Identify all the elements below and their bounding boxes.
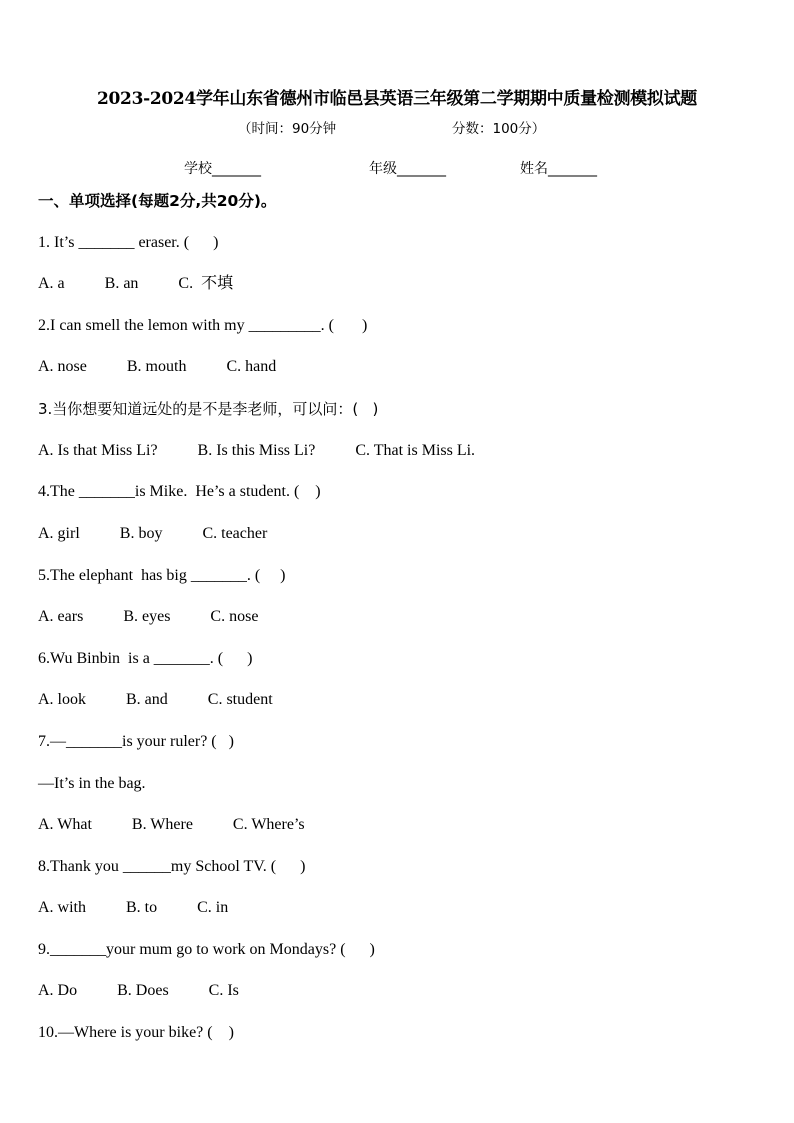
question-2: 2.I can smell the lemon with my _________. ( ) xyxy=(38,317,368,334)
question-5-options: A. ears B. eyes C. nose xyxy=(38,608,259,625)
question-5: 5.The elephant has big _______. ( ) xyxy=(38,567,286,584)
page-title: 2023-2024学年山东省德州市临邑县英语三年级第二学期期中质量检测模拟试题 xyxy=(97,89,697,109)
question-9: 9._______your mum go to work on Mondays? ( ) xyxy=(38,941,375,958)
section-heading: 一、单项选择(每题2分,共20分)。 xyxy=(38,192,277,210)
question-8-options: A. with B. to C. in xyxy=(38,899,229,916)
question-4-options: A. girl B. boy C. teacher xyxy=(38,525,268,542)
grade-field: 年级_______ xyxy=(369,161,446,177)
question-3: 3.当你想要知道远处的是不是李老师，可以问：( ) xyxy=(38,400,379,418)
question-8: 8.Thank you ______my School TV. ( ) xyxy=(38,858,306,875)
question-6: 6.Wu Binbin is a _______. ( ) xyxy=(38,650,253,667)
question-1-options: A. a B. an C. 不填 xyxy=(38,275,234,292)
exam-score: 分数：100分） xyxy=(452,121,546,137)
question-9-options: A. Do B. Does C. Is xyxy=(38,982,239,999)
question-7: 7.—_______is your ruler? ( ) xyxy=(38,733,234,750)
name-field: 姓名_______ xyxy=(520,161,597,177)
school-field: 学校_______ xyxy=(184,161,261,177)
question-2-options: A. nose B. mouth C. hand xyxy=(38,358,277,375)
question-1: 1. It’s _______ eraser. ( ) xyxy=(38,234,219,251)
exam-time: （时间：90分钟 xyxy=(238,121,337,137)
question-10: 10.—Where is your bike? ( ) xyxy=(38,1024,234,1041)
question-7-answer-line: —It’s in the bag. xyxy=(38,775,146,792)
question-3-options: A. Is that Miss Li? B. Is this Miss Li? C. That is Miss Li. xyxy=(38,442,476,459)
question-6-options: A. look B. and C. student xyxy=(38,691,273,708)
question-7-options: A. What B. Where C. Where’s xyxy=(38,816,305,833)
question-4: 4.The _______is Mike. He’s a student. ( ) xyxy=(38,483,321,500)
